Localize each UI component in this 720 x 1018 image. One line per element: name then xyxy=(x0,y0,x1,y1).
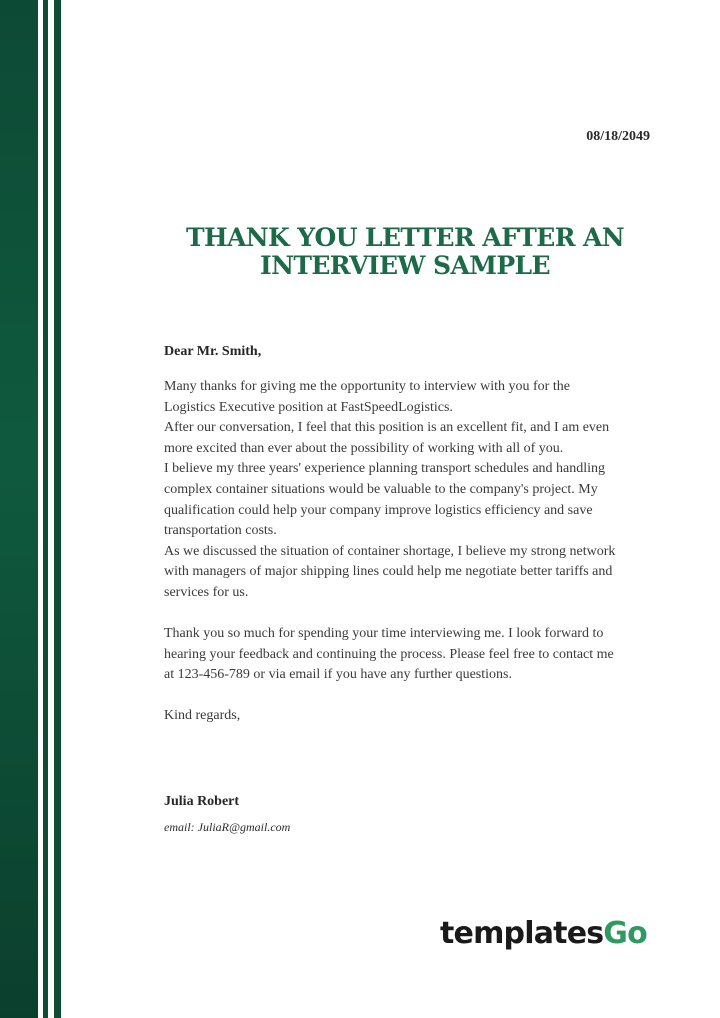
body-line: Thank you so much for spending your time interviewing me. I look forward to xyxy=(164,626,604,641)
body-line: I believe my three years' experience planning transport schedules and handling xyxy=(164,461,606,477)
body-line: complex container situations would be valuable to the company's project. My xyxy=(164,481,598,497)
title-line-1: THANK YOU LETTER AFTER AN xyxy=(185,223,625,252)
title-line-2: INTERVIEW SAMPLE xyxy=(260,251,550,280)
left-decorative-stripe xyxy=(43,0,48,1018)
body-line: Many thanks for giving me the opportunity to interview with you for the xyxy=(164,379,570,394)
signature-name: Julia Robert xyxy=(164,794,240,809)
closing-line: Kind regards, xyxy=(164,708,241,723)
letter-date: 08/18/2049 xyxy=(586,129,650,144)
body-line: As we discussed the situation of container shortage, I believe my strong network xyxy=(164,543,616,559)
body-line: with managers of major shipping lines could help me negotiate better tariffs and xyxy=(164,564,613,580)
body-line: transportation costs. xyxy=(164,523,277,539)
body-paragraph-2 xyxy=(164,624,674,686)
body-line: hearing your feedback and continuing the process. Please feel free to contact me xyxy=(164,646,614,662)
brand-logo xyxy=(440,916,647,951)
brand-logo-accent: Go xyxy=(603,916,647,951)
brand-logo-text: templates xyxy=(440,916,604,951)
letter-title xyxy=(120,224,690,280)
salutation: Dear Mr. Smith, xyxy=(164,344,262,359)
body-line: qualification could help your company improve logistics efficiency and save xyxy=(164,502,593,518)
body-line: Logistics Executive position at FastSpeedLogistics. xyxy=(164,399,453,415)
body-line: services for us. xyxy=(164,584,249,600)
body-line: at 123-456-789 or via email if you have any further questions. xyxy=(164,667,512,683)
signature-email: email: JuliaR@gmail.com xyxy=(164,820,291,834)
body-line: After our conversation, I feel that this position is an excellent fit, and I am even xyxy=(164,420,610,436)
left-decorative-stripe-2 xyxy=(54,0,61,1018)
body-line: more excited than ever about the possibility of working with all of you. xyxy=(164,440,564,456)
left-decorative-bar xyxy=(0,0,38,1018)
body-paragraph-1 xyxy=(164,377,674,604)
